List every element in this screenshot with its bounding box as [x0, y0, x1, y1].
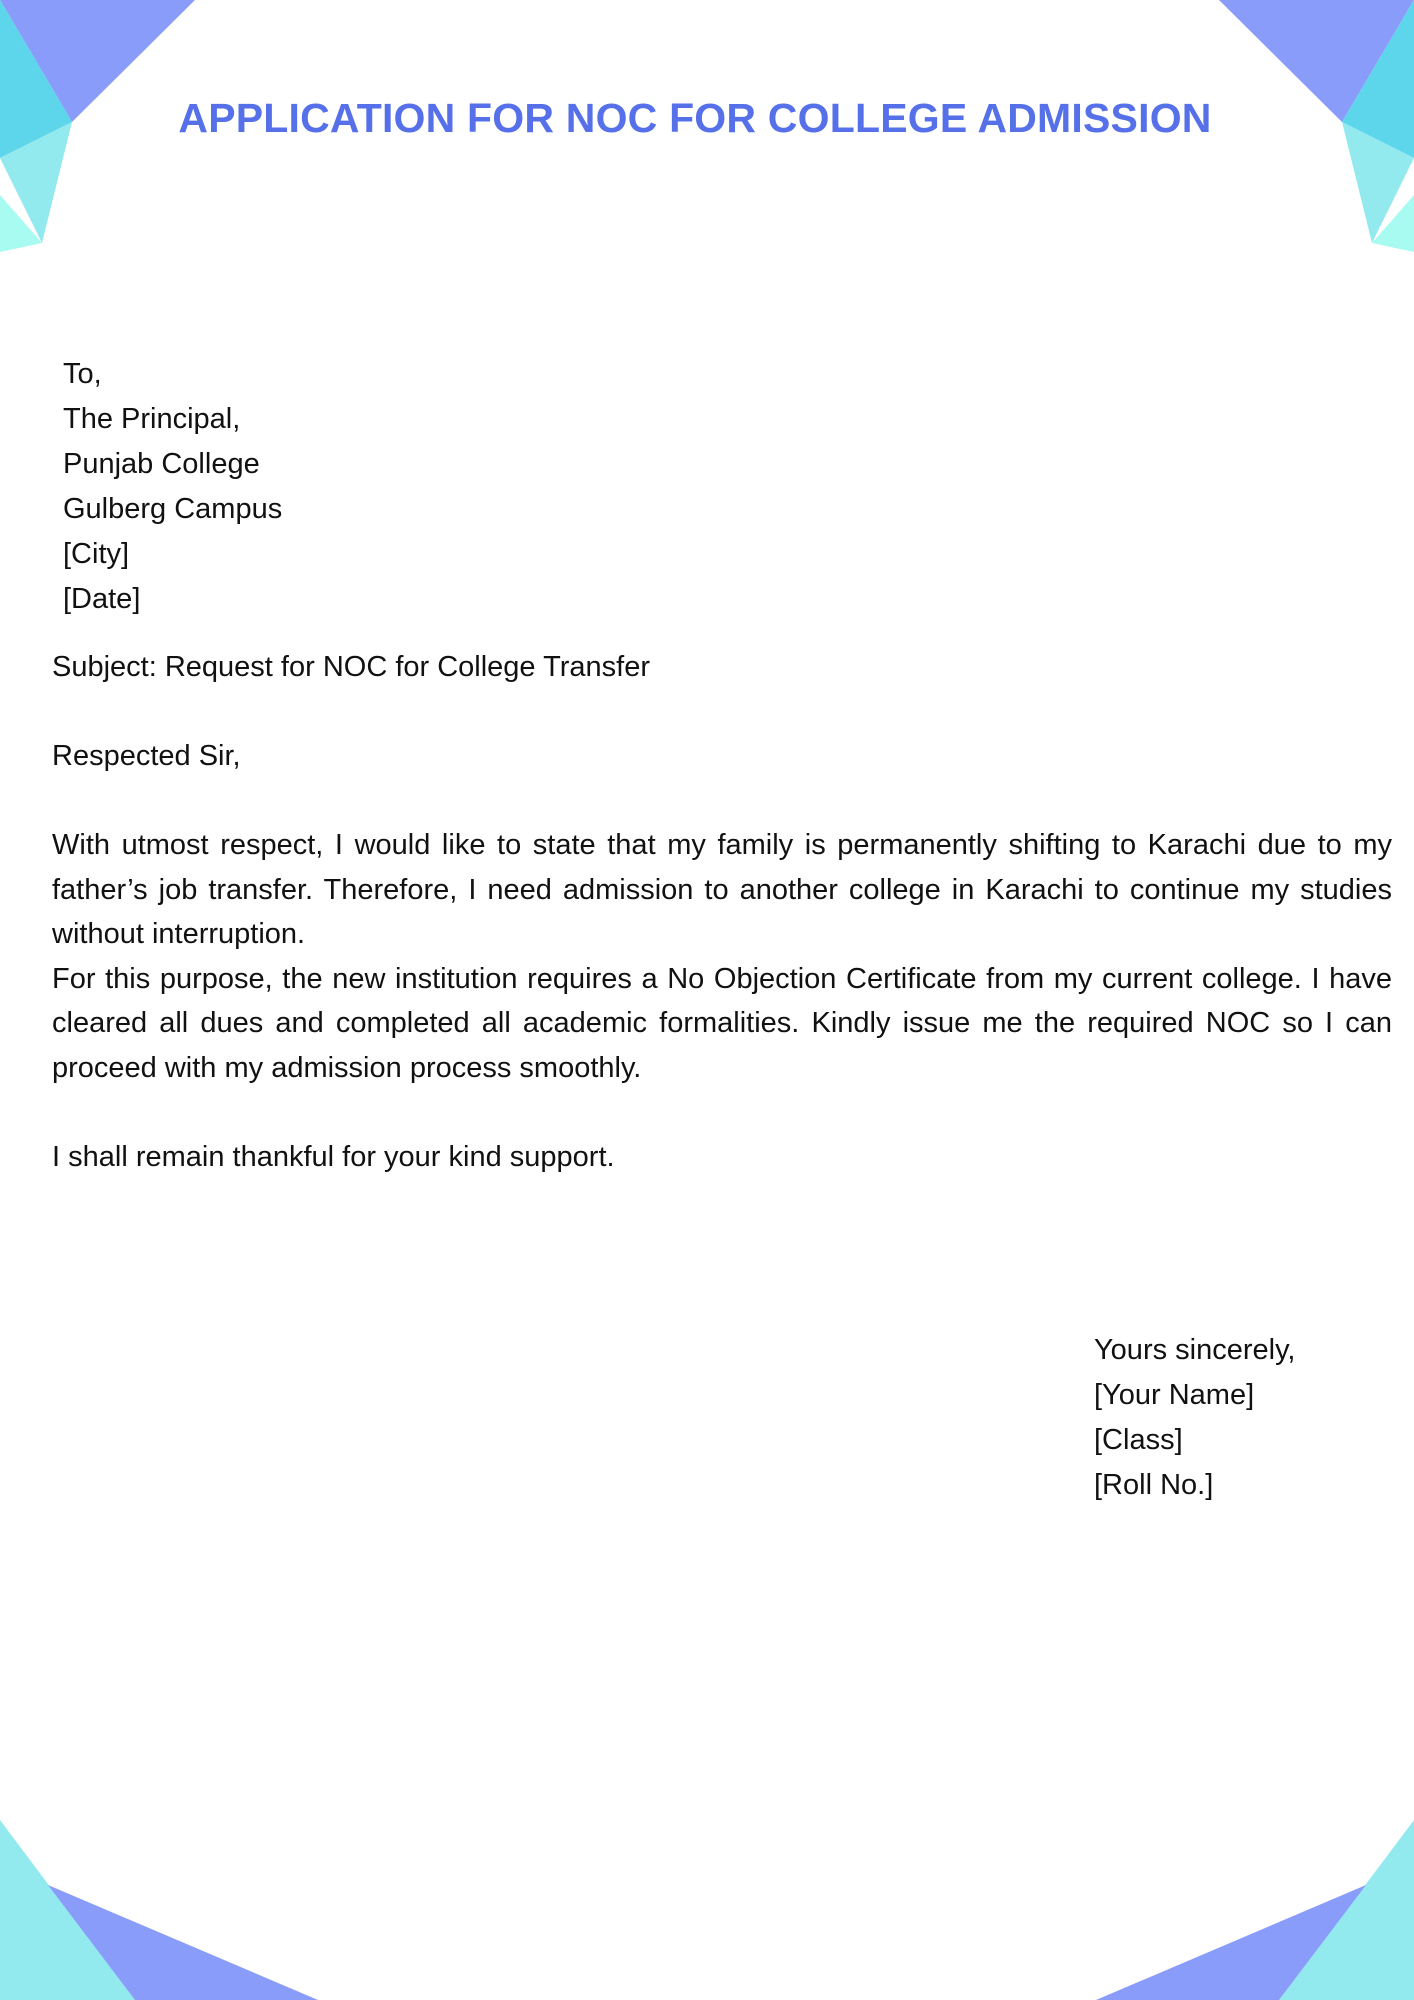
- signature-class: [Class]: [1094, 1424, 1183, 1456]
- signature-closing: Yours sincerely,: [1094, 1334, 1296, 1366]
- letter-date: [Date]: [63, 583, 141, 615]
- letter-subject: Subject: Request for NOC for College Transfer: [52, 651, 650, 683]
- recipient-address: [63, 352, 282, 622]
- body-paragraph-2: For this purpose, the new institution requires a No Objection Certificate from my current college. I have cleared all dues and completed all academic formalities. Kindly issue me the required NOC so I can proceed with my admission process smoothly.: [52, 962, 1392, 1084]
- letter-closing-line: I shall remain thankful for your kind support.: [52, 1141, 615, 1173]
- letter-body: [52, 823, 1392, 1091]
- letter-salutation: Respected Sir,: [52, 740, 241, 772]
- bottom-right-corner-decoration: [1084, 1820, 1414, 2000]
- recipient-city: [City]: [63, 538, 130, 570]
- recipient-to: To,: [63, 358, 102, 390]
- recipient-designation: The Principal,: [63, 403, 241, 435]
- recipient-college: Punjab College: [63, 448, 260, 480]
- signature-name: [Your Name]: [1094, 1379, 1255, 1411]
- page-title: APPLICATION FOR NOC FOR COLLEGE ADMISSION: [178, 95, 1212, 141]
- bottom-left-corner-decoration: [0, 1820, 330, 2000]
- signature-roll: [Roll No.]: [1094, 1469, 1214, 1501]
- signature-block: [1094, 1328, 1296, 1508]
- body-paragraph-1: With utmost respect, I would like to state that my family is permanently shifting to Karachi due to my father’s job transfer. Therefore, I need admission to another college in Karachi to continue my studies without interruption.: [52, 829, 1392, 951]
- recipient-campus: Gulberg Campus: [63, 493, 283, 525]
